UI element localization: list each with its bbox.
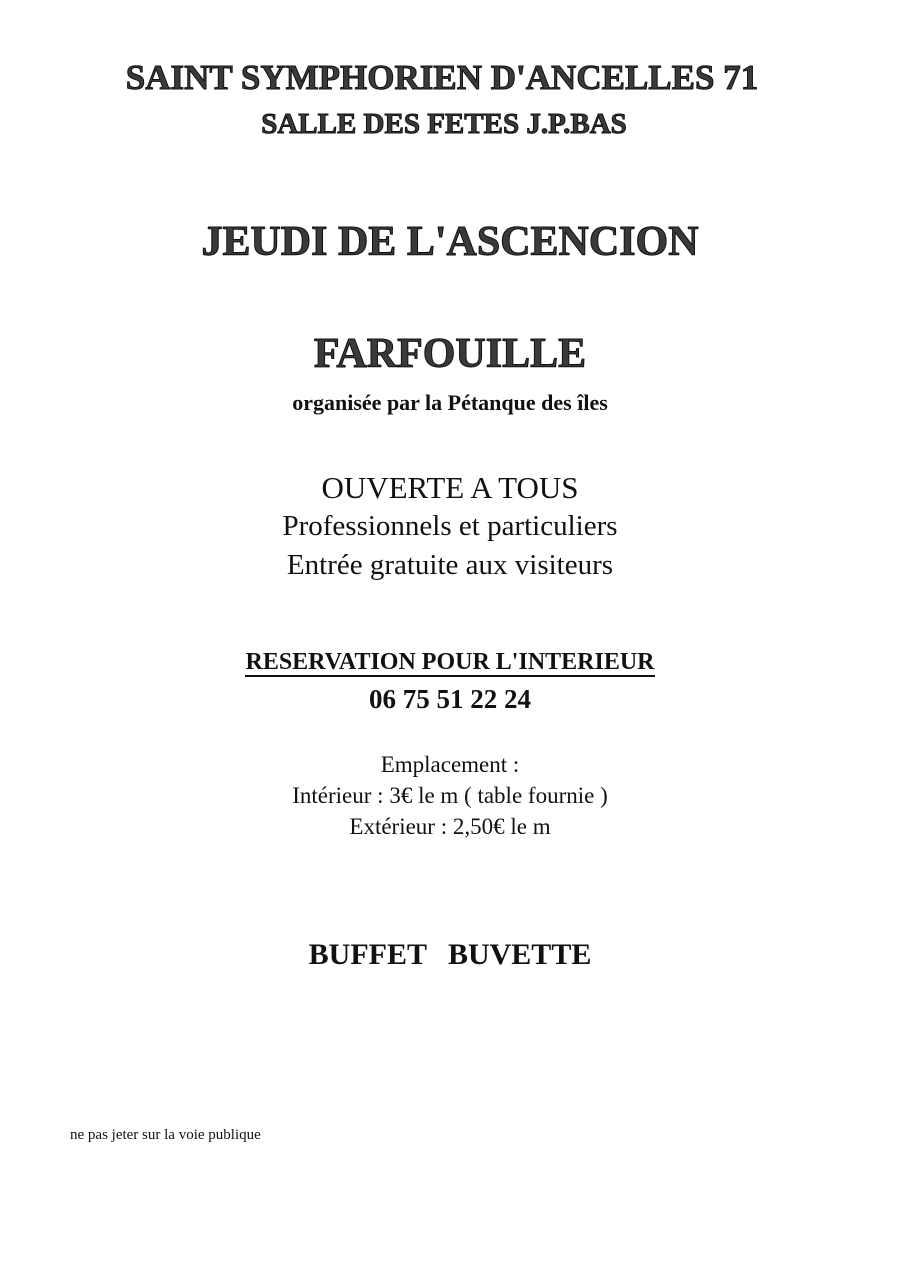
pricing-interior: Intérieur : 3€ le m ( table fournie ) — [292, 783, 608, 808]
amenities-text: BUFFET BUVETTE — [308, 938, 592, 971]
town-heading: SAINT SYMPHORIEN D'ANCELLES 71 — [125, 58, 759, 97]
event-organizer: organisée par la Pétanque des îles — [292, 390, 608, 415]
venue-heading: SALLE DES FETES J.P.BAS — [261, 108, 627, 140]
event-day: JEUDI DE L'ASCENCION — [201, 219, 699, 265]
pricing-label: Emplacement : — [380, 752, 520, 777]
reservation-phone: 06 75 51 22 24 — [369, 684, 531, 714]
event-title: FARFOUILLE — [313, 331, 587, 377]
open-to-all: OUVERTE A TOUS — [321, 470, 579, 505]
reservation-label-text: RESERVATION POUR L'INTERIEUR — [245, 649, 655, 675]
free-entry-text: Entrée gratuite aux visiteurs — [286, 549, 614, 581]
audience-text: Professionnels et particuliers — [282, 510, 618, 542]
reservation-label — [0, 649, 900, 676]
footer-note: ne pas jeter sur la voie publique — [70, 1127, 261, 1143]
pricing-exterior: Extérieur : 2,50€ le m — [349, 814, 551, 839]
